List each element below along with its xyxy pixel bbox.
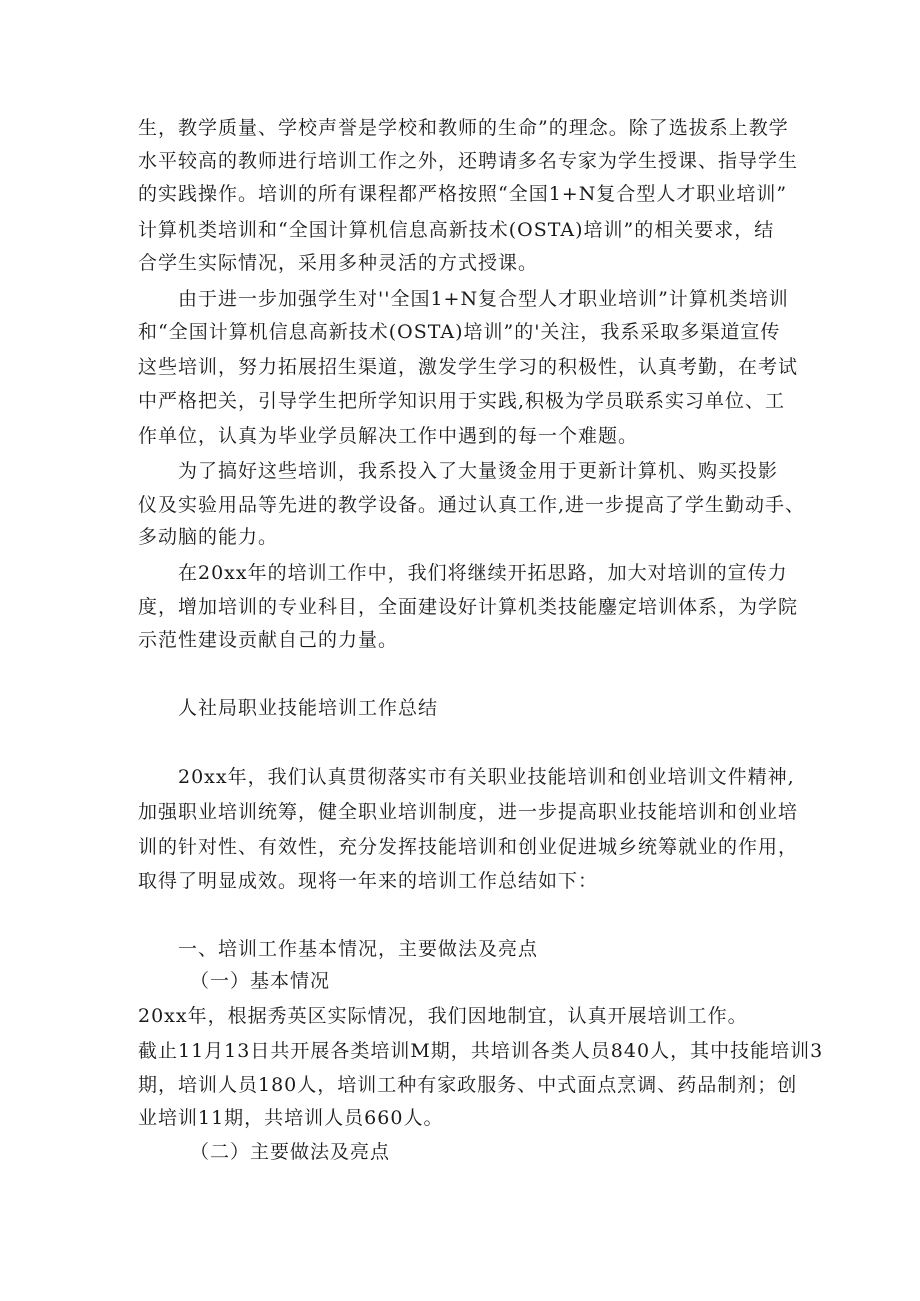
paragraph-line: 计算机类培训和“全国计算机信息高新技术(OSTA)培训”的相关要求，结 (138, 219, 775, 241)
subsection-heading: （二）主要做法及亮点 (190, 1141, 391, 1163)
paragraph-line: 截止11月13日共开展各类培训M期，共培训各类人员840人，其中技能培训3 (138, 1040, 824, 1062)
paragraph-line: 作单位，认真为毕业学员解决工作中遇到的每一个难题。 (138, 425, 639, 447)
paragraph-line: 这些培训，努力拓展招生渠道，激发学生学习的积极性，认真考勤，在考试 (138, 356, 799, 378)
paragraph-line: 的实践操作。培训的所有课程都严格按照“全国1+N复合型人才职业培训” (138, 183, 788, 205)
paragraph-line: 合学生实际情况，采用多种灵活的方式授课。 (138, 252, 539, 274)
paragraph-line: 加强职业培训统筹，健全职业培训制度，进一步提高职业技能培训和创业培 (138, 801, 799, 823)
paragraph-line: 水平较高的教师进行培训工作之外，还聘请多名专家为学生授课、指导学生 (138, 150, 799, 172)
paragraph-line: 多动脑的能力。 (138, 526, 279, 548)
paragraph-line: 度，增加培训的专业科目，全面建设好计算机类技能鏖定培训体系，为学院 (138, 596, 799, 618)
section-heading: 一、培训工作基本情况，主要做法及亮点 (178, 938, 539, 960)
paragraph-line: 仪及实验用品等先进的教学设备。通过认真工作,进一步提高了学生勤动手、 (138, 494, 806, 516)
paragraph-line: 期，培训人员180人，培训工种有家政服务、中式面点烹调、药品制剂；创 (138, 1074, 798, 1096)
paragraph-line: 训的针对性、有效性，充分发挥技能培训和创业促进城乡统筹就业的作用， (138, 836, 799, 858)
subsection-heading: （一）基本情况 (190, 970, 331, 992)
paragraph-line: 生，教学质量、学校声誉是学校和教师的生命”的理念。除了选拔系上教学 (138, 117, 789, 139)
paragraph-line: 为了搞好这些培训，我系投入了大量烫金用于更新计算机、购买投影 (178, 460, 779, 482)
paragraph-line: 在20xx年的培训工作中，我们将继续开拓思路，加大对培训的宣传力 (178, 562, 788, 584)
article-title: 人社局职业技能培训工作总结 (178, 697, 439, 719)
paragraph-line: 示范性建设贡献自己的力量。 (138, 629, 399, 651)
paragraph-line: 和“全国计算机信息高新技术(OSTA)培训”的'关注，我系采取多渠道宣传 (138, 321, 781, 343)
paragraph-line: 由于进一步加强学生对''全国1+N复合型人才职业培训”计算机类培训 (178, 288, 789, 310)
paragraph-line: 20xx年，根据秀英区实际情况，我们因地制宜，认真开展培训工作。 (138, 1005, 748, 1027)
paragraph-line: 20xx年，我们认真贯彻落实市有关职业技能培训和创业培训文件精神, (178, 766, 795, 788)
paragraph-line: 中严格把关，引导学生把所学知识用于实践,积极为学员联系实习单位、工 (138, 390, 786, 412)
paragraph-line: 业培训11期，共培训人员660人。 (138, 1107, 444, 1129)
paragraph-line: 取得了明显成效。现将一年来的培训工作总结如下： (138, 870, 599, 892)
